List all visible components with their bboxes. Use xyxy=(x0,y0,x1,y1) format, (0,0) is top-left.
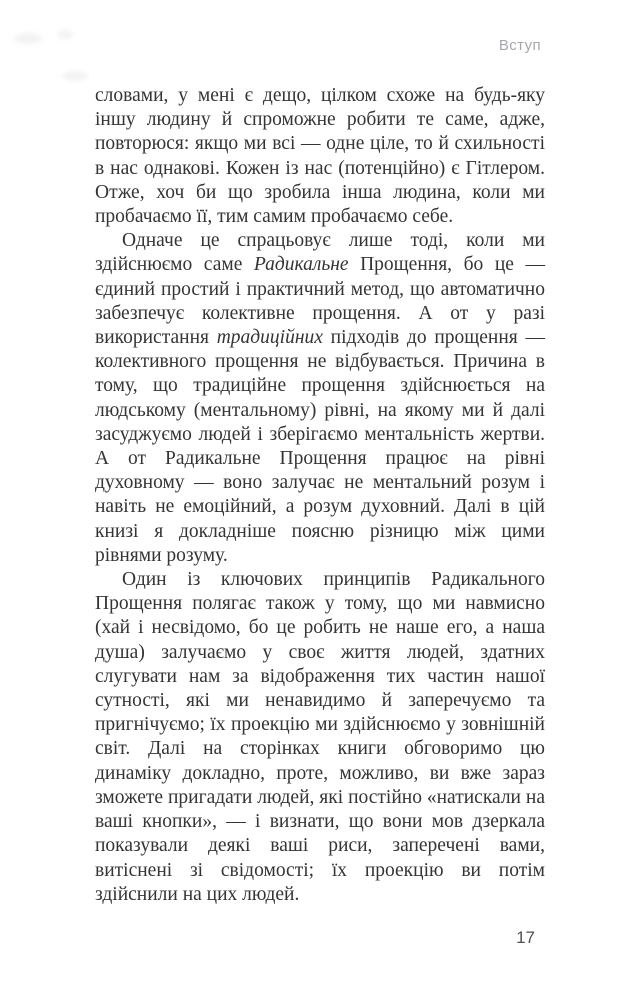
paragraph xyxy=(95,84,545,229)
text-run: Прощення, бо це — єдиний простий і практичний метод, що автоматично забезпечує колективне прощення. А от у разі використання xyxy=(95,254,545,349)
paragraph xyxy=(95,229,545,568)
text-run: Один із ключових принципів Радикального Прощення полягає також у тому, що ми навмисно (хай і несвідомо, бо це робить не наше его, а наша душа) залучаємо у своє життя людей, здатних слугувати нам за відображення тих частин нашої сутності, які ми ненавидимо й заперечуємо та пригнічуємо; їх проекцію ми здійснюємо у зовнішній світ. Далі на сторінках книги обговоримо цю динаміку докладно, проте, можливо, ви вже зараз зможете пригадати людей, які постійно «натискали на ваші кнопки», — і визнати, що вони мов дзеркала показували деякі ваші риси, заперечені вами, витіснені зі свідомості; їх проекцію ви потім здійснили на цих людей. xyxy=(95,569,545,905)
text-run: підходів до прощення — колективного прощення не відбувається. Причина в тому, що традиційне прощення здійснюється на людському (ментальному) рівні, на якому ми й далі засуджуємо людей і зберігаємо ментальність жертви. А от Радикальне Прощення працює на рівні духовному — воно залучає не ментальний розум і навіть не емоційний, а розум духовний. Далі в цій книзі я докладніше поясню різницю між цими рівнями розуму. xyxy=(95,327,545,566)
scan-artifact xyxy=(14,33,42,44)
running-header: Вступ xyxy=(498,37,541,54)
emphasized-text: традиційних xyxy=(216,327,323,349)
text-run: словами, у мені є дещо, цілком схоже на будь-яку іншу людину й спроможне робити те саме, адже, повторюся: якщо ми всі — одне ціле, то й схильності в нас однакові. Кожен із нас (потенційно) є Гітлером. Отже, хоч би що зробила інша людина, коли ми пробачаємо її, тим самим пробачаємо себе. xyxy=(95,85,545,228)
page-number: 17 xyxy=(516,928,535,947)
paragraph xyxy=(95,568,545,907)
scan-artifact xyxy=(57,30,73,39)
text-run: Одначе це спрацьовує лише тоді, коли ми здійснюємо саме xyxy=(95,230,545,276)
scan-artifact xyxy=(62,71,88,81)
emphasized-text: Радикальне xyxy=(253,254,349,276)
page-body xyxy=(95,84,545,907)
